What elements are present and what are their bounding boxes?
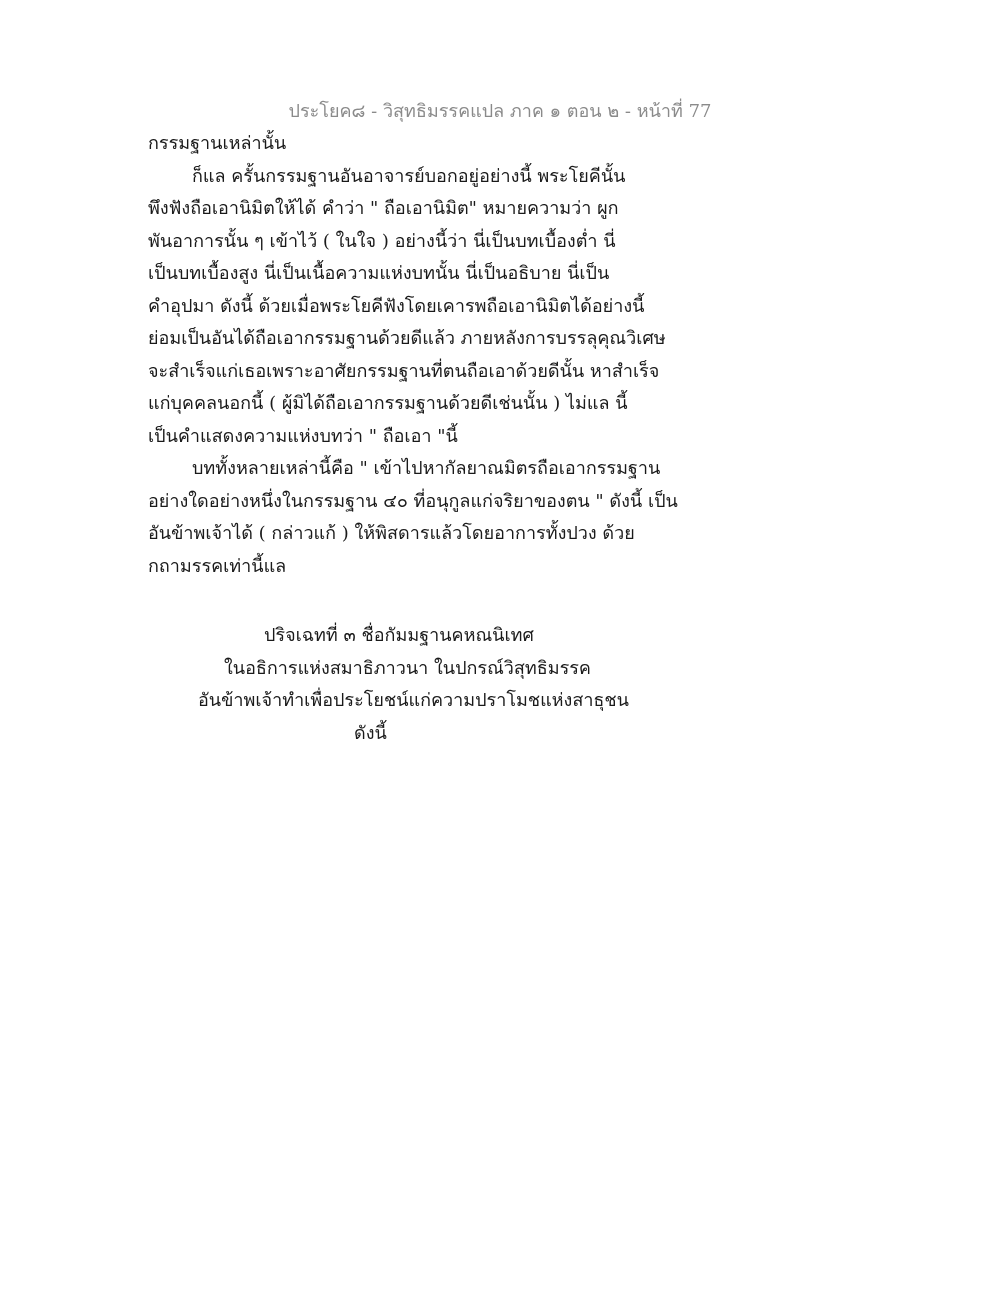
colophon-line: ในอธิการแห่งสมาธิภาวนา ในปกรณ์วิสุทธิมรรค [224,657,591,679]
text-line: ก็แล ครั้นกรรมฐานอันอาจารย์บอกอยู่อย่างนี้ พระโยคีนั้น [192,165,626,187]
text-line: พันอาการนั้น ๆ เข้าไว้ ( ในใจ ) อย่างนี้ว่า นี่เป็นบทเบื้องต่ำ นี่ [148,230,616,252]
text-line: อันข้าพเจ้าได้ ( กล่าวแก้ ) ให้พิสดารแล้วโดยอาการทั้งปวง ด้วย [148,523,635,544]
text-line: พึงฟังถือเอานิมิตให้ได้ คำว่า " ถือเอานิมิต" หมายความว่า ผูก [148,198,619,219]
text-line: คำอุปมา ดังนี้ ด้วยเมื่อพระโยคีฟังโดยเคารพถือเอานิมิตได้อย่างนี้ [148,295,645,317]
text-line: บททั้งหลายเหล่านี้คือ " เข้าไปหากัลยาณมิตรถือเอากรรมฐาน [192,458,661,479]
chapter-colophon [148,620,648,750]
text-line: เป็นคำแสดงความแห่งบทว่า " ถือเอา "นี้ [148,425,458,447]
text-line: กรรมฐานเหล่านั้น [148,133,287,154]
colophon-line: อันข้าพเจ้าทำเพื่อประโยชน์แก่ความปราโมชแห่งสาธุชน [198,690,629,711]
page-header [0,96,1000,125]
colophon-line: ดังนี้ [354,722,387,744]
text-line: จะสำเร็จแก่เธอเพราะอาศัยกรรมฐานที่ตนถือเอาด้วยดีนั้น หาสำเร็จ [148,360,660,382]
body-text [148,128,678,583]
running-title: ประโยค๘ - วิสุทธิมรรคแปล ภาค ๑ ตอน ๒ - หน้าที่ 77 [288,101,712,122]
text-line: อย่างใดอย่างหนึ่งในกรรมฐาน ๔๐ ที่อนุกูลแก่จริยาของตน " ดังนี้ เป็น [148,490,678,512]
text-line: ย่อมเป็นอันได้ถือเอากรรมฐานด้วยดีแล้ว ภายหลังการบรรลุคุณวิเศษ [148,328,666,349]
colophon-line: ปริจเฉทที่ ๓ ชื่อกัมมฐานคหณนิเทศ [264,625,534,646]
text-line: เป็นบทเบื้องสูง นี่เป็นเนื้อความแห่งบทนั้น นี่เป็นอธิบาย นี่เป็น [148,263,610,284]
text-line: แก่บุคคลนอกนี้ ( ผู้มิได้ถือเอากรรมฐานด้วยดีเช่นนั้น ) ไม่แล นี้ [148,393,628,414]
text-line: กถามรรคเท่านี้แล [148,555,287,577]
